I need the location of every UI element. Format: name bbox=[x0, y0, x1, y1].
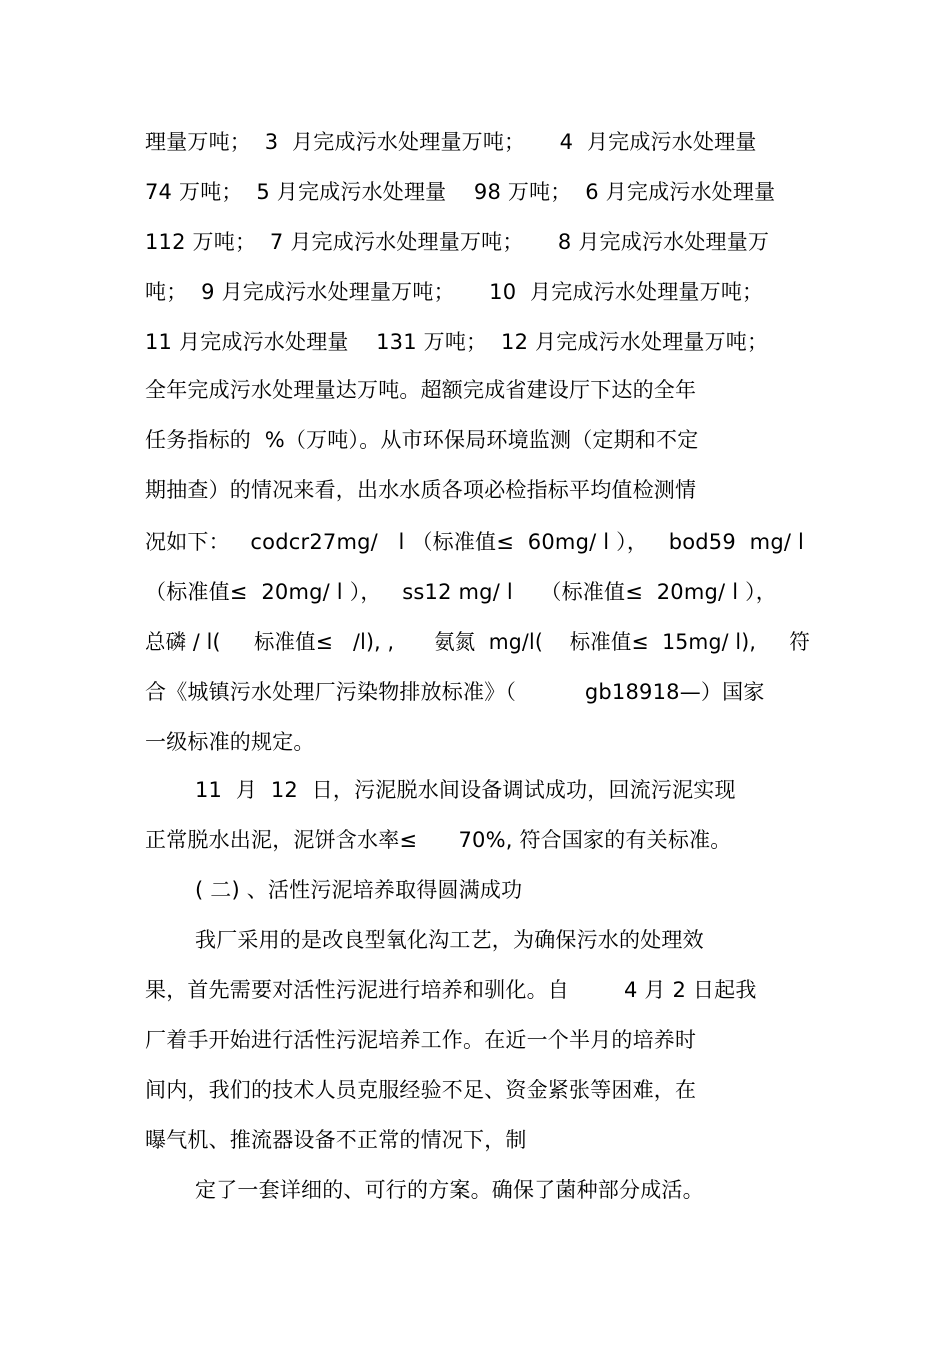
text-line: 任务指标的 %（万吨）。从市环保局环境监测（定期和不定 bbox=[145, 428, 699, 452]
text-line: 正常脱水出泥，泥饼含水率≤ 70%, 符合国家的有关标准。 bbox=[145, 828, 732, 852]
text-line: 况如下： codcr27mg/ l （标准值≤ 60mg/ l ）， bod59 mg/ l bbox=[145, 530, 805, 554]
text-line: 74 万吨； 5 月完成污水处理量 98 万吨； 6 月完成污水处理量 bbox=[145, 180, 776, 204]
text-line: 期抽查）的情况来看，出水水质各项必检指标平均值检测情 bbox=[145, 478, 697, 502]
paragraph-first-line: 11 月 12 日，污泥脱水间设备调试成功，回流污泥实现 bbox=[195, 778, 736, 802]
section-heading: ( 二) 、活性污泥培养取得圆满成功 bbox=[195, 878, 523, 902]
text-line: （标准值≤ 20mg/ l ）， ss12 mg/ l （标准值≤ 20mg/ l ）， bbox=[145, 580, 778, 604]
text-line: 理量万吨； 3 月完成污水处理量万吨； 4 月完成污水处理量 bbox=[145, 130, 757, 154]
text-line: 厂着手开始进行活性污泥培养工作。在近一个半月的培养时 bbox=[145, 1028, 697, 1052]
text-line: 112 万吨； 7 月完成污水处理量万吨； 8 月完成污水处理量万 bbox=[145, 230, 770, 254]
paragraph-first-line: 我厂采用的是改良型氧化沟工艺，为确保污水的处理效 bbox=[195, 928, 704, 952]
text-line: 11 月完成污水处理量 131 万吨； 12 月完成污水处理量万吨； bbox=[145, 330, 769, 354]
text-line: 一级标准的规定。 bbox=[145, 730, 315, 754]
text-line: 吨； 9 月完成污水处理量万吨； 10 月完成污水处理量万吨； bbox=[145, 280, 764, 304]
text-line: 合《城镇污水处理厂污染物排放标准》（ gb18918—）国家 bbox=[145, 680, 765, 704]
text-line: 间内，我们的技术人员克服经验不足、资金紧张等困难，在 bbox=[145, 1078, 697, 1102]
text-line: 总磷 / l( 标准值≤ /l), , 氨氮 mg/l( 标准值≤ 15mg/ l), 符 bbox=[145, 630, 810, 654]
text-line: 曝气机、推流器设备不正常的情况下，制 bbox=[145, 1128, 527, 1152]
text-line: 果，首先需要对活性污泥进行培养和驯化。自 4 月 2 日起我 bbox=[145, 978, 757, 1002]
paragraph-first-line: 定了一套详细的、可行的方案。确保了菌种部分成活。 bbox=[195, 1178, 704, 1202]
text-line: 全年完成污水处理量达万吨。超额完成省建设厅下达的全年 bbox=[145, 378, 697, 402]
